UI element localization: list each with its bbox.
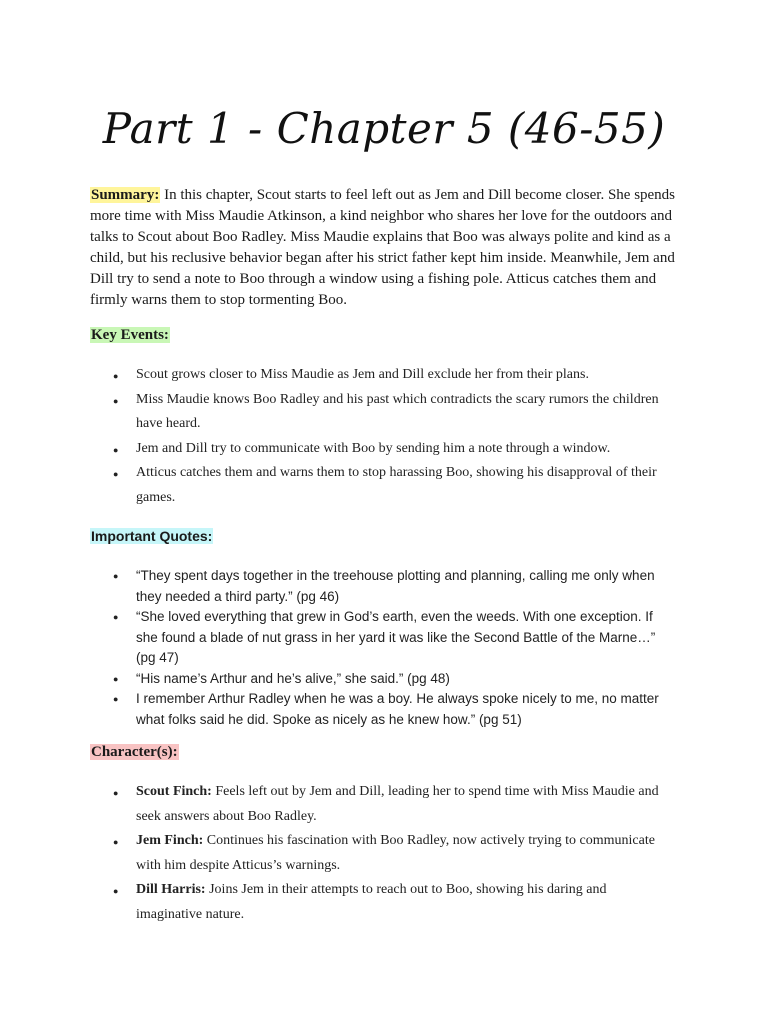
character-description: Joins Jem in their attempts to reach out to Boo, showing his daring and imaginative nature. [136,882,607,922]
list-item [0,780,668,829]
list-item: ● Atticus catches them and warns them to stop harassing Boo, showing his disapproval of their games. [0,461,668,510]
list-item: ● Miss Maudie knows Boo Radley and his past which contradicts the scary rumors the children have heard. [0,388,668,437]
key-events-heading-label: Key Events: [91,327,169,343]
list-item: ● “She loved everything that grew in God’s earth, even the weeds. With one exception. If she found a blade of nut grass in her yard it was like the Second Battle of the Marne…” (pg 47) [0,607,668,669]
important-quotes-heading [90,528,213,544]
list-item: ● Jem and Dill try to communicate with Boo by sending him a note through a window. [0,437,668,462]
summary-label: Summary: [91,187,160,203]
summary-paragraph [90,185,678,311]
list-item: ● I remember Arthur Radley when he was a boy. He always spoke nicely to me, no matter what folks said he did. Spoke as nicely as he knew how.” (pg 51) [0,689,668,730]
key-events-list [0,363,668,510]
character-description: Continues his fascination with Boo Radley, now actively trying to communicate with him despite Atticus’s warnings. [136,833,655,873]
page-title: Part 1 - Chapter 5 (46-55) [102,104,666,153]
important-quotes-heading-label: Important Quotes: [91,528,213,544]
character-name: Scout Finch: [136,784,212,799]
characters-heading-label: Character(s): [91,744,178,760]
list-item: ● Scout grows closer to Miss Maudie as Jem and Dill exclude her from their plans. [0,363,668,388]
list-item [0,878,668,927]
key-events-heading [90,327,170,344]
important-quotes-list [0,566,668,730]
list-item [0,829,668,878]
list-item: ● “His name’s Arthur and he’s alive,” she said.” (pg 48) [0,669,668,690]
character-name: Dill Harris: [136,882,206,897]
character-name: Jem Finch: [136,833,204,848]
characters-list [0,780,668,927]
summary-text: In this chapter, Scout starts to feel left out as Jem and Dill become closer. She spends more time with Miss Maudie Atkinson, a kind neighbor who shares her love for the outdoors and talks to Scout about Boo Radley. Miss Maudie explains that Boo was always polite and kind as a child, but his reclusive behavior began after his strict father kept him inside. Meanwhile, Jem and Dill try to send a note to Boo through a window using a fishing pole. Atticus catches them and firmly warns them to stop tormenting Boo. [90,187,676,308]
characters-heading [90,744,179,761]
character-description: Feels left out by Jem and Dill, leading her to spend time with Miss Maudie and seek answers about Boo Radley. [136,784,659,824]
list-item: ● “They spent days together in the treehouse plotting and planning, calling me only when they needed a third party.” (pg 46) [0,566,668,607]
